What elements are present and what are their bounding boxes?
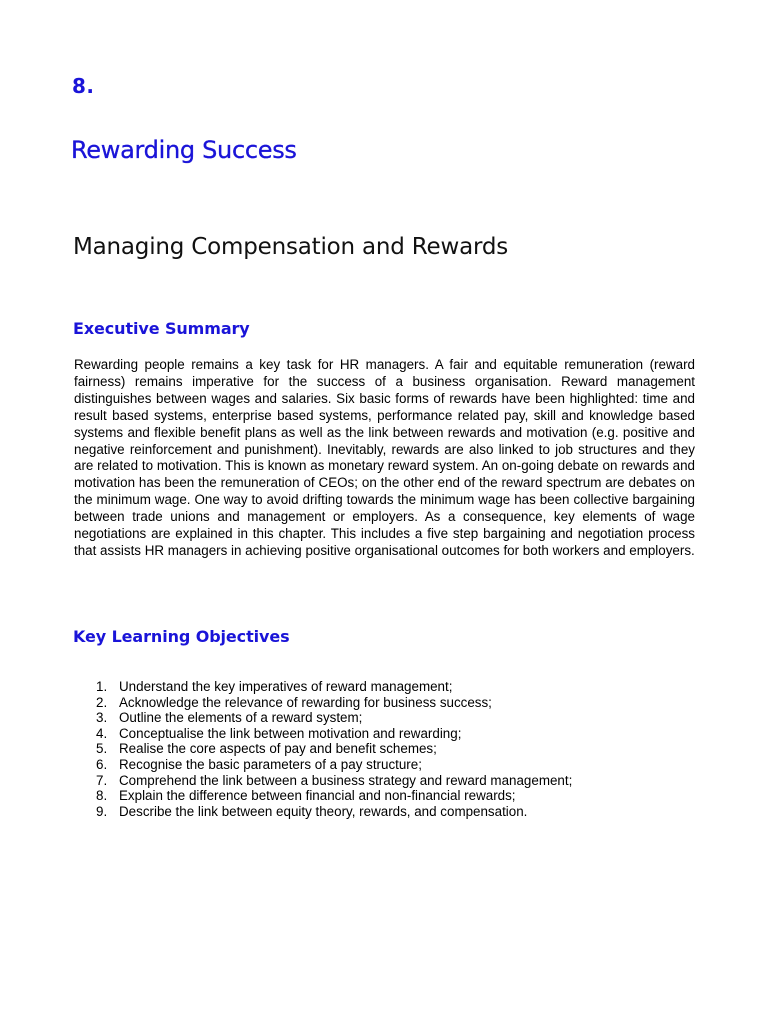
objective-item bbox=[96, 773, 716, 789]
objective-text: Conceptualise the link between motivation and rewarding; bbox=[119, 725, 462, 741]
chapter-subtitle: Managing Compensation and Rewards bbox=[73, 234, 509, 260]
objective-item bbox=[96, 741, 716, 757]
objective-text: Understand the key imperatives of reward management; bbox=[119, 679, 453, 694]
objective-text: Recognise the basic parameters of a pay structure; bbox=[119, 756, 422, 772]
objective-number: 6. bbox=[96, 756, 108, 772]
executive-summary-heading: Executive Summary bbox=[73, 319, 250, 338]
objective-item bbox=[96, 679, 716, 695]
objective-text: Explain the difference between financial and non-financial rewards; bbox=[119, 788, 516, 804]
objective-item bbox=[96, 710, 716, 726]
executive-summary-paragraph: Rewarding people remains a key task for HR managers. A fair and equitable remuneration (reward fairness) remains imperative for the success of a business organisation. Reward management distinguishes between wages and salaries. Six basic forms of rewards have been highlighted: time and result based systems, enterprise based systems, performance related pay, skill and knowledge based systems and flexible benefit plans as well as the link between rewards and motivation (e.g. positive and negative reinforcement and punishment). Inevitably, rewards are also linked to job structures and they are related to motivation. This is known as monetary reward system. An on-going debate on rewards and motivation has been the remuneration of CEOs; on the other end of the reward spectrum are debates on the minimum wage. One way to avoid drifting towards the minimum wage has been collective bargaining between trade unions and management or employers. As a consequence, key elements of wage negotiations are explained in this chapter. This includes a five step bargaining and negotiation process that assists HR managers in achieving positive organisational outcomes for both workers and employers. bbox=[74, 357, 695, 558]
objective-number: 2. bbox=[96, 694, 108, 710]
objective-item bbox=[96, 757, 716, 773]
objective-number: 7. bbox=[96, 772, 108, 788]
objective-text: Describe the link between equity theory, rewards, and compensation. bbox=[119, 803, 528, 819]
objective-item bbox=[96, 804, 716, 820]
objective-item bbox=[96, 726, 716, 742]
objective-number: 3. bbox=[96, 710, 108, 726]
objective-text: Comprehend the link between a business strategy and reward management; bbox=[119, 772, 573, 788]
learning-objectives-list bbox=[96, 679, 716, 819]
objective-item bbox=[96, 788, 716, 804]
objective-number: 9. bbox=[96, 803, 108, 819]
chapter-title: Rewarding Success bbox=[71, 136, 297, 164]
objective-number: 8. bbox=[96, 788, 108, 804]
objective-text: Realise the core aspects of pay and benefit schemes; bbox=[119, 741, 437, 757]
chapter-number: 8. bbox=[72, 74, 95, 98]
objective-text: Acknowledge the relevance of rewarding for business success; bbox=[119, 694, 492, 710]
objective-number: 1. bbox=[96, 679, 108, 694]
objective-text: Outline the elements of a reward system; bbox=[119, 710, 363, 726]
learning-objectives-heading: Key Learning Objectives bbox=[73, 627, 290, 646]
objective-number: 5. bbox=[96, 741, 108, 757]
objective-item bbox=[96, 695, 716, 711]
objective-number: 4. bbox=[96, 725, 108, 741]
